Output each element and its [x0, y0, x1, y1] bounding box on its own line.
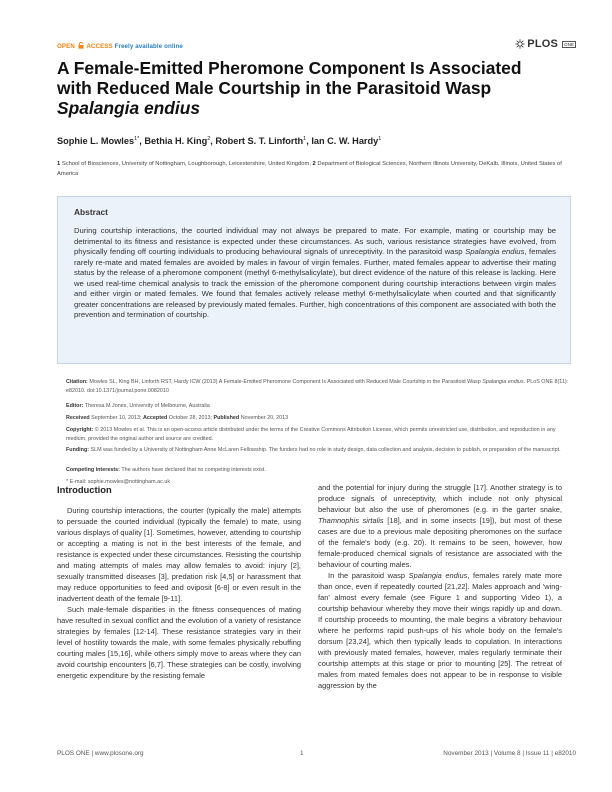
body-column-left [57, 505, 301, 681]
citation-tail[interactable]: . PLoS ONE 8(11): e82010. doi:10.1371/journal.pone.0082010 [66, 379, 569, 394]
editor-text: Theresa M Jones, University of Melbourne, Australia [83, 403, 210, 409]
author-name[interactable]: Bethia H. King [144, 136, 208, 147]
affil-text: School of Biosciences, University of Nottingham, Loughborough, Leicestershire, United Kingdom, [60, 161, 313, 167]
affil-number: 1 [57, 161, 61, 167]
author-name[interactable]: Sophie L. Mowles [57, 136, 135, 147]
published-label: Published [213, 415, 240, 421]
footer-issue: November 2013 | Volume 8 | Issue 11 | e82010 [443, 750, 576, 757]
plos-wordmark: PLOS [527, 38, 559, 50]
introduction-heading: Introduction [57, 484, 112, 495]
author-sup: 1 [303, 136, 307, 142]
copyright [66, 426, 570, 444]
para-text: and the potential for injury during the struggle [17]. Another strategy is to produce signals of unreceptivity, which include not only physical behaviour but also the use of pheromones (e.g. in the garter snake, [318, 483, 562, 514]
oa-free-label: Freely available online [114, 43, 183, 50]
accepted-label: Accepted [143, 415, 168, 421]
funding-label: Funding: [66, 447, 90, 453]
competing-label: Competing interests: [66, 467, 120, 473]
copyright-label: Copyright: [66, 427, 94, 433]
title-species: Spalangia endius [57, 98, 201, 118]
abstract-text [74, 226, 556, 321]
intro-paragraph: During courtship interactions, the courter (typically the male) attempts to persuade the courted individual (typically the female) to mate, using various displays of quality [1]. Sometimes, however, attending to courtship or accepting a mating is not in the best interests of the female, and resistance is expected under these circumstances. Resisting the courtship and mating attempts of males may allow females to avoid: injury [2], sexually transmitted diseases [3], predation risk [4,5] or harassment that may reduce opportunities to feed and oviposit [6-8] or even result in the inadvertent death of the female [9-11]. [57, 506, 301, 603]
plos-one-logo [515, 38, 576, 50]
author-list [57, 136, 381, 146]
title-main: A Female-Emitted Pheromone Component Is Associated with Reduced Male Courtship in the Parasitoid Wasp [57, 58, 522, 98]
para-text: , females rarely mate more than once, even if repeatedly courted [21,22]. Males approach and 'wing-fan' almost every female (see Figure 1 and supporting Video 1), a courtship behaviour whereby they move their wings rapidly up and down. If courtship proceeds to mounting, the male begins a vibratory behaviour where he performs rapid push-ups of his whole body on the female's dorsum [23,24], which then typically leads to copulation. In interactions with previously mated females, however, males regularly terminate their courtship attempts at this stage or prior to mounting [25]. The retreat of males from mated females does not appear to be in response to visible aggression by the [318, 571, 563, 690]
dates [66, 414, 570, 423]
intro-paragraph [318, 570, 562, 691]
received-label: Received [66, 415, 90, 421]
plos-sun-icon [515, 39, 525, 49]
species-name: Spalangia endius [408, 571, 468, 580]
funding-text: SLM was funded by a University of Nottingham Anne McLaren Fellowship. The funders had no role in study design, data collection and analysis, decision to publish, or preparation of the manuscript. [89, 447, 561, 453]
author-sup: 1* [134, 136, 140, 142]
competing-text: The authors have declared that no competing interests exist. [119, 467, 266, 473]
author-sep: , [139, 136, 145, 147]
citation-species: Spalangia endius [482, 379, 524, 385]
intro-paragraph [318, 482, 562, 570]
abstract-p2: , females rarely re-mate and mated females are avoided by males in favour of virgin females. Further, mated females appear to advertise their mating status by the release of a pheromone component (methyl 6-methylsalicylate), but direct evidence of the nature of this release is lacking. Here we used real-time chemical analysis to track the emission of the pheromone component during courtship interactions between virgin males and either virgin or mated females. We found that females actively release methyl 6-methylsalicylate when courted and that significantly greater concentrations are released by previously mated females. Further, high concentrations of this component are associated with both the prevention and termination of courtship. [74, 247, 556, 319]
received-text: September 10, 2013; [89, 415, 144, 421]
body-column-right [318, 482, 562, 691]
editor-label: Editor: [66, 403, 84, 409]
author-sup: 1 [378, 136, 382, 142]
oa-access-label: ACCESS [86, 43, 113, 50]
open-lock-icon [78, 42, 84, 49]
plos-one-badge: ONE [564, 41, 574, 47]
para-text: [18], and in some insects [19]), but most of these cases are due to a previous male depositing pheromones on the surface of the female's body (e.g. 20). It remains to be seen, however, how female-produced chemical signals of resistance are associated with the behaviour of courting males. [318, 516, 562, 569]
copyright-text: © 2013 Mowles et al. This is an open-access article distributed under the terms of the Creative Commons Attribution License, which permits unrestricted use, distribution, and reproduction in any medium, provided the original author and source are credited. [66, 427, 556, 442]
author-sep: , [306, 136, 312, 147]
oa-open-label: OPEN [57, 43, 75, 50]
competing-interests [66, 466, 570, 475]
affiliations [57, 159, 571, 179]
author-name[interactable]: Ian C. W. Hardy [311, 136, 379, 147]
species-name: Thamnophis sirtalis [318, 516, 384, 525]
accepted-text: October 28, 2013; [167, 415, 214, 421]
intro-paragraph: Such male-female disparities in the fitness consequences of mating have resulted in sexual conflict and the evolution of a variety of resistance strategies by females [12-14]. These resistance strategies vary in their level of hostility towards the male, with some females physically rebuffing courting males [15,16], while others simply move to areas where they can avoid courtship encounters [6,7]. These strategies can be costly, involving energetic expenditure by the resisting female [57, 605, 301, 680]
contact-email[interactable]: * E-mail: sophie.mowles@nottingham.ac.uk [66, 479, 171, 485]
abstract-species: Spalangia endius [465, 247, 525, 256]
abstract-heading: Abstract [74, 207, 108, 217]
funding [66, 446, 570, 455]
para-text: In the parasitoid wasp [328, 571, 409, 580]
abstract-p1: During courtship interactions, the courted individual may not always be prepared to mate. For example, mating or courtship may be detrimental to its fitness and resistance is expected under these circumstances. As such, various resistance strategies have evolved, from physically fending off courting individuals to producing behavioural signals of unreceptivity. In the parasitoid wasp [74, 226, 556, 256]
citation-text: Mowles SL, King BH, Linforth RST, Hardy ICW (2013) A Female-Emitted Pheromone Component Is Associated with Reduced Male Courtship in the Parasitoid Wasp [87, 379, 483, 385]
affil-text: Department of Biological Sciences, Northern Illinois University, DeKalb, Illinois, United States of America [57, 161, 562, 177]
article-title [57, 58, 557, 118]
abstract-box [57, 196, 571, 364]
citation-label: Citation: [66, 379, 88, 385]
citation [66, 378, 570, 396]
affil-number: 2 [312, 161, 316, 167]
editor [66, 402, 570, 411]
author-name[interactable]: Robert S. T. Linforth [215, 136, 304, 147]
published-text: November 20, 2013 [239, 415, 289, 421]
footer-page-number: 1 [300, 750, 304, 757]
footer-journal[interactable]: PLOS ONE | www.plosone.org [57, 750, 144, 757]
open-access-banner [57, 42, 183, 50]
author-sep: , [210, 136, 216, 147]
author-sup: 2 [207, 136, 211, 142]
